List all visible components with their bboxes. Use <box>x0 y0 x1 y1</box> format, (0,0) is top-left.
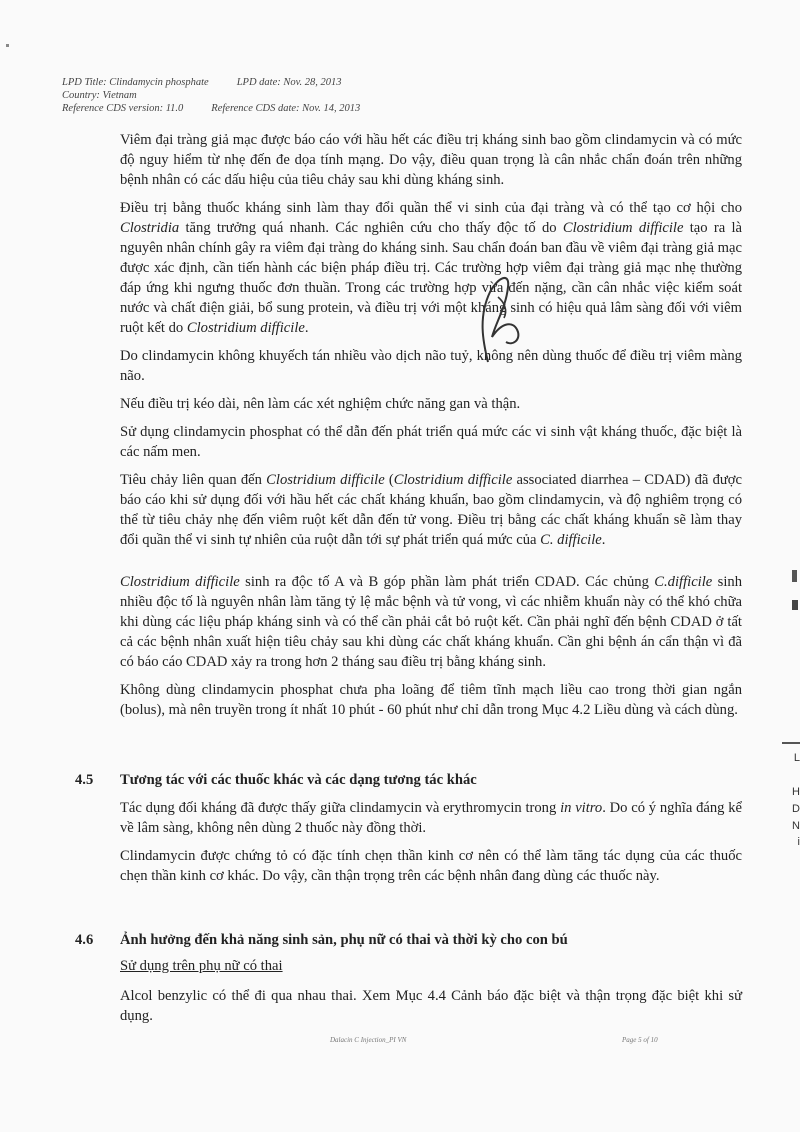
edge-fragment: L <box>793 752 800 764</box>
lpd-date: LPD date: Nov. 28, 2013 <box>236 77 342 88</box>
paragraph: Không dùng clindamycin phosphat chưa pha loãng để tiêm tĩnh mạch liều cao trong thời gian ngắn (bolus), mà nên truyền trong ít nhất 10 phút - 60 phút như chỉ dẫn trong Mục 4.2 Liều dùng và cách dùng. <box>120 682 742 718</box>
section-number: 4.5 <box>75 772 94 788</box>
paragraph: Sử dụng clindamycin phosphat có thể dẫn đến phát triển quá mức các vi sinh vật kháng thuốc, đặc biệt là các nấm men. <box>120 424 742 460</box>
scan-artifact <box>782 742 800 744</box>
paragraph: Tiêu chảy liên quan đến Clostridium difficile (Clostridium difficile associated diarrhea – CDAD) đã được báo cáo khi sử dụng đối với hầu hết các chất kháng khuẩn, bao gồm clindamycin, và độ nghiêm trọng có thể từ tiêu chảy nhẹ đến viêm ruột kết dẫn đến tử vong. Điều trị bằng các chất kháng khuẩn sẽ làm thay đổi quần thể vi sinh tự nhiên của ruột dẫn tới sự phát triển quá mức của C. difficile. <box>120 472 743 548</box>
scan-artifact <box>792 570 797 582</box>
edge-fragment: N <box>792 820 800 832</box>
scan-artifact <box>6 44 9 47</box>
subheading: Sử dụng trên phụ nữ có thai <box>120 958 283 974</box>
lpd-title: LPD Title: Clindamycin phosphate <box>62 77 209 88</box>
edge-fragment: H <box>792 786 800 798</box>
edge-fragment: i <box>797 836 800 848</box>
edge-fragment: D <box>792 803 800 815</box>
footer-left: Dalacin C Injection_PI VN <box>330 1036 407 1044</box>
warnings-body <box>120 130 742 728</box>
ref-cds-version: Reference CDS version: 11.0 <box>62 103 184 114</box>
document-header <box>62 76 482 115</box>
paragraph: Điều trị bằng thuốc kháng sinh làm thay đổi quần thể vi sinh của đại tràng và có thể tạo cơ hội cho Clostridia tăng trưởng quá nhanh. Các nghiên cứu cho thấy độc tố do Clostridium difficile tạo ra là nguyên nhân chính gây ra viêm đại tràng do kháng sinh. Sau chẩn đoán ban đầu về viêm đại tràng giả mạc được xác định, cần tiến hành các biện pháp điều trị. Các trường hợp viêm đại tràng giả mạc nhẹ thường đáp ứng khi ngưng thuốc đơn thuần. Trong các trường hợp vừa đến nặng, cần cân nhắc việc kiểm soát nước và chất điện giải, bổ sung protein, và điều trị với một kháng sinh có hiệu quả lâm sàng đối với viêm ruột kết do Clostridium difficile. <box>120 200 742 336</box>
paragraph: Viêm đại tràng giả mạc được báo cáo với hầu hết các điều trị kháng sinh bao gồm clindamycin và có mức độ nguy hiểm từ nhẹ đến đe dọa tính mạng. Do vậy, điều quan trọng là cân nhắc chẩn đoán trên những bệnh nhân có các dấu hiệu của tiêu chảy sau khi dùng kháng sinh. <box>120 132 742 188</box>
handwritten-initials <box>458 262 528 372</box>
paragraph: Clindamycin được chứng tỏ có đặc tính chẹn thần kinh cơ nên có thể làm tăng tác dụng của các thuốc chẹn thần kinh cơ khác. Do vậy, cần thận trọng trên các bệnh nhân đang dùng các thuốc này. <box>120 848 742 884</box>
paragraph: Tác dụng đối kháng đã được thấy giữa clindamycin và erythromycin trong in vitro. Do có ý nghĩa đáng kể về lâm sàng, không nên dùng 2 thuốc này đồng thời. <box>120 800 742 836</box>
paragraph: Nếu điều trị kéo dài, nên làm các xét nghiệm chức năng gan và thận. <box>120 396 521 412</box>
section-title: Tương tác với các thuốc khác và các dạng tương tác khác <box>120 772 477 788</box>
ref-cds-date: Reference CDS date: Nov. 14, 2013 <box>211 103 361 114</box>
country: Country: Vietnam <box>62 90 137 101</box>
paragraph: Do clindamycin không khuyếch tán nhiều vào dịch não tuỷ, không nên dùng thuốc để điều trị viêm màng não. <box>120 348 742 384</box>
paragraph: Clostridium difficile sinh ra độc tố A và B góp phần làm phát triển CDAD. Các chủng C.difficile sinh nhiều độc tố là nguyên nhân làm tăng tỷ lệ mắc bệnh và tử vong, vì các nhiễm khuẩn này có thể khó chữa khi dùng các liệu pháp kháng sinh và có thể cần phải cắt bỏ ruột kết. Cần phải nghĩ đến bệnh CDAD ở tất cả các bệnh nhân xuất hiện tiêu chảy sau khi dùng các chất kháng khuẩn. Cần ghi bệnh án cẩn thận vì đã có báo cáo CDAD xảy ra trong hơn 2 tháng sau điều trị bằng kháng sinh. <box>120 574 743 670</box>
scan-artifact <box>792 600 798 610</box>
paragraph: Alcol benzylic có thể đi qua nhau thai. Xem Mục 4.4 Cảnh báo đặc biệt và thận trọng đặc biệt khi sử dụng. <box>120 988 742 1024</box>
section-title: Ảnh hưởng đến khả năng sinh sản, phụ nữ có thai và thời kỳ cho con bú <box>120 932 568 948</box>
section-number: 4.6 <box>75 932 94 948</box>
footer-page-number: Page 5 of 10 <box>622 1036 658 1044</box>
